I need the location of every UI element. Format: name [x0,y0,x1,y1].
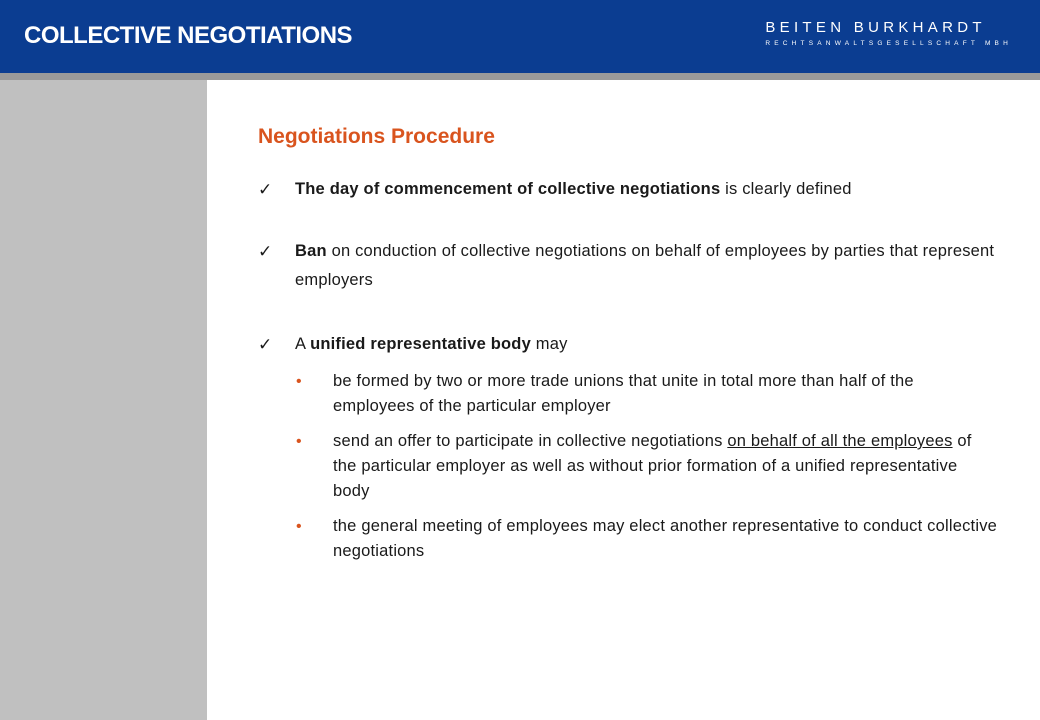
checkmark-icon: ✓ [258,242,273,261]
left-sidebar-panel [0,80,207,720]
header-divider [0,73,1040,80]
item-text-prefix: A [295,335,311,353]
item-bold-text: The day of commencement of collective negotiations [295,180,721,198]
check-item-commencement [258,175,998,204]
bullet-icon: • [296,518,302,535]
header-bar [0,0,1040,73]
checkmark-icon: ✓ [258,335,273,354]
bullet-text: the general meeting of employees may elect another representative to conduct collective negotiations [333,517,998,560]
item-bold-text: Ban [295,242,327,260]
sub-bullet-list [258,369,998,564]
bullet-item-general-meeting [296,514,998,564]
bullet-icon: • [296,433,302,450]
bullet-underlined-text: on behalf of all the employees [727,432,953,450]
bullet-icon: • [296,373,302,390]
bullet-text-prefix: send an offer to participate in collective negotiations [333,432,728,450]
check-item-unified-body [258,330,998,359]
item-text: on conduction of collective negotiations on behalf of employees by parties that represent employers [295,242,995,289]
item-bold-text: unified representative body [310,335,531,353]
logo-sub-text: RECHTSANWALTSGESELLSCHAFT MBH [765,40,1012,47]
item-text: is clearly defined [720,180,852,198]
check-item-ban [258,237,998,295]
slide-content [258,122,998,574]
page-title: COLLECTIVE NEGOTIATIONS [24,22,353,49]
bullet-text-suffix: of the particular employer as well as without prior formation of a unified representative body [333,432,972,500]
company-logo [765,20,1012,49]
item-text: may [530,335,568,353]
checkmark-icon: ✓ [258,180,273,199]
bullet-text: be formed by two or more trade unions that unite in total more than half of the employees of the particular employer [333,372,914,415]
section-title: Negotiations Procedure [258,125,495,148]
logo-main-text: BEITEN BURKHARDT [765,19,986,36]
bullet-item-send-offer [296,429,998,504]
bullet-item-formed-by [296,369,998,419]
